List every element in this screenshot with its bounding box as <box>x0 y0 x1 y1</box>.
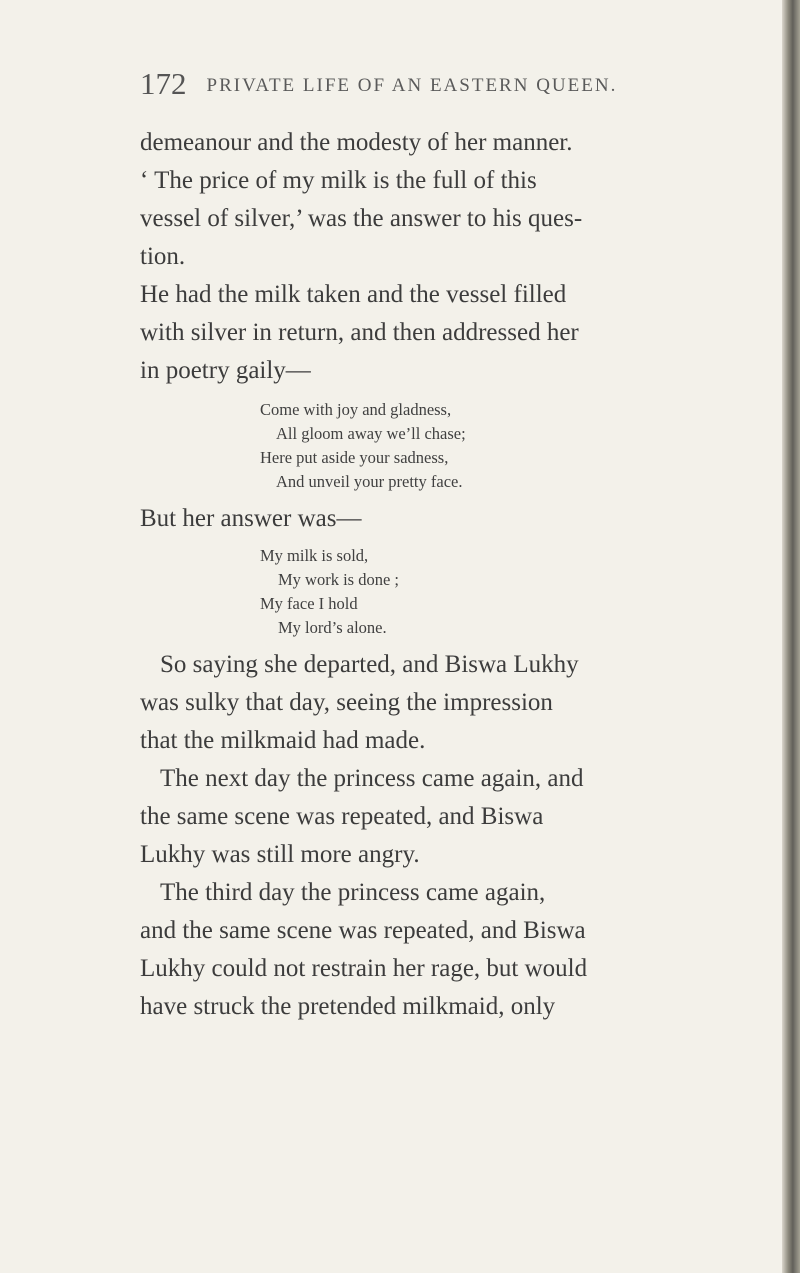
poem-stanza-2 <box>140 544 720 640</box>
text-line: the same scene was repeated, and Biswa <box>140 803 544 830</box>
text-line: ‘ The price of my milk is the full of this <box>140 167 537 194</box>
text-line: have struck the pretended milkmaid, only <box>140 993 556 1020</box>
poem-stanza-1 <box>140 398 720 494</box>
text-line: demeanour and the modesty of her manner. <box>140 129 573 156</box>
verse-line: My lord’s alone. <box>278 618 387 637</box>
text-line: vessel of silver,’ was the answer to his ques- <box>140 205 583 232</box>
text-line: Lukhy could not restrain her rage, but would <box>140 955 588 982</box>
text-line: He had the milk taken and the vessel filled <box>140 281 567 308</box>
text-line: in poetry gaily— <box>140 357 311 384</box>
page-binding-edge <box>782 0 800 1273</box>
text-line: that the milkmaid had made. <box>140 727 426 754</box>
running-head <box>140 66 740 106</box>
paragraph-6 <box>140 874 720 1026</box>
paragraph-4 <box>140 646 720 760</box>
paragraph-5 <box>140 760 720 874</box>
text-line: tion. <box>140 243 186 270</box>
verse-line: Come with joy and gladness, <box>260 400 452 419</box>
paragraph-3 <box>140 500 720 538</box>
verse-line: And unveil your pretty face. <box>276 472 463 491</box>
text-line: So saying she departed, and Biswa Lukhy <box>160 651 579 678</box>
text-line: But her answer was— <box>140 505 362 532</box>
text-line: The next day the princess came again, and <box>160 765 584 792</box>
verse-line: My milk is sold, <box>260 546 369 565</box>
verse-line: Here put aside your sadness, <box>260 448 449 467</box>
verse-line: My work is done ; <box>278 570 399 589</box>
paragraph-1 <box>140 124 720 276</box>
running-title: PRIVATE LIFE OF AN EASTERN QUEEN. <box>206 75 618 96</box>
text-line: Lukhy was still more angry. <box>140 841 420 868</box>
text-line: The third day the princess came again, <box>160 879 546 906</box>
text-line: was sulky that day, seeing the impression <box>140 689 553 716</box>
paragraph-2 <box>140 276 720 390</box>
page-number: 172 <box>140 66 187 101</box>
text-line: with silver in return, and then addressed her <box>140 319 579 346</box>
verse-line: My face I hold <box>260 594 358 613</box>
text-line: and the same scene was repeated, and Biswa <box>140 917 586 944</box>
verse-line: All gloom away we’ll chase; <box>276 424 466 443</box>
body-text <box>140 124 720 1026</box>
